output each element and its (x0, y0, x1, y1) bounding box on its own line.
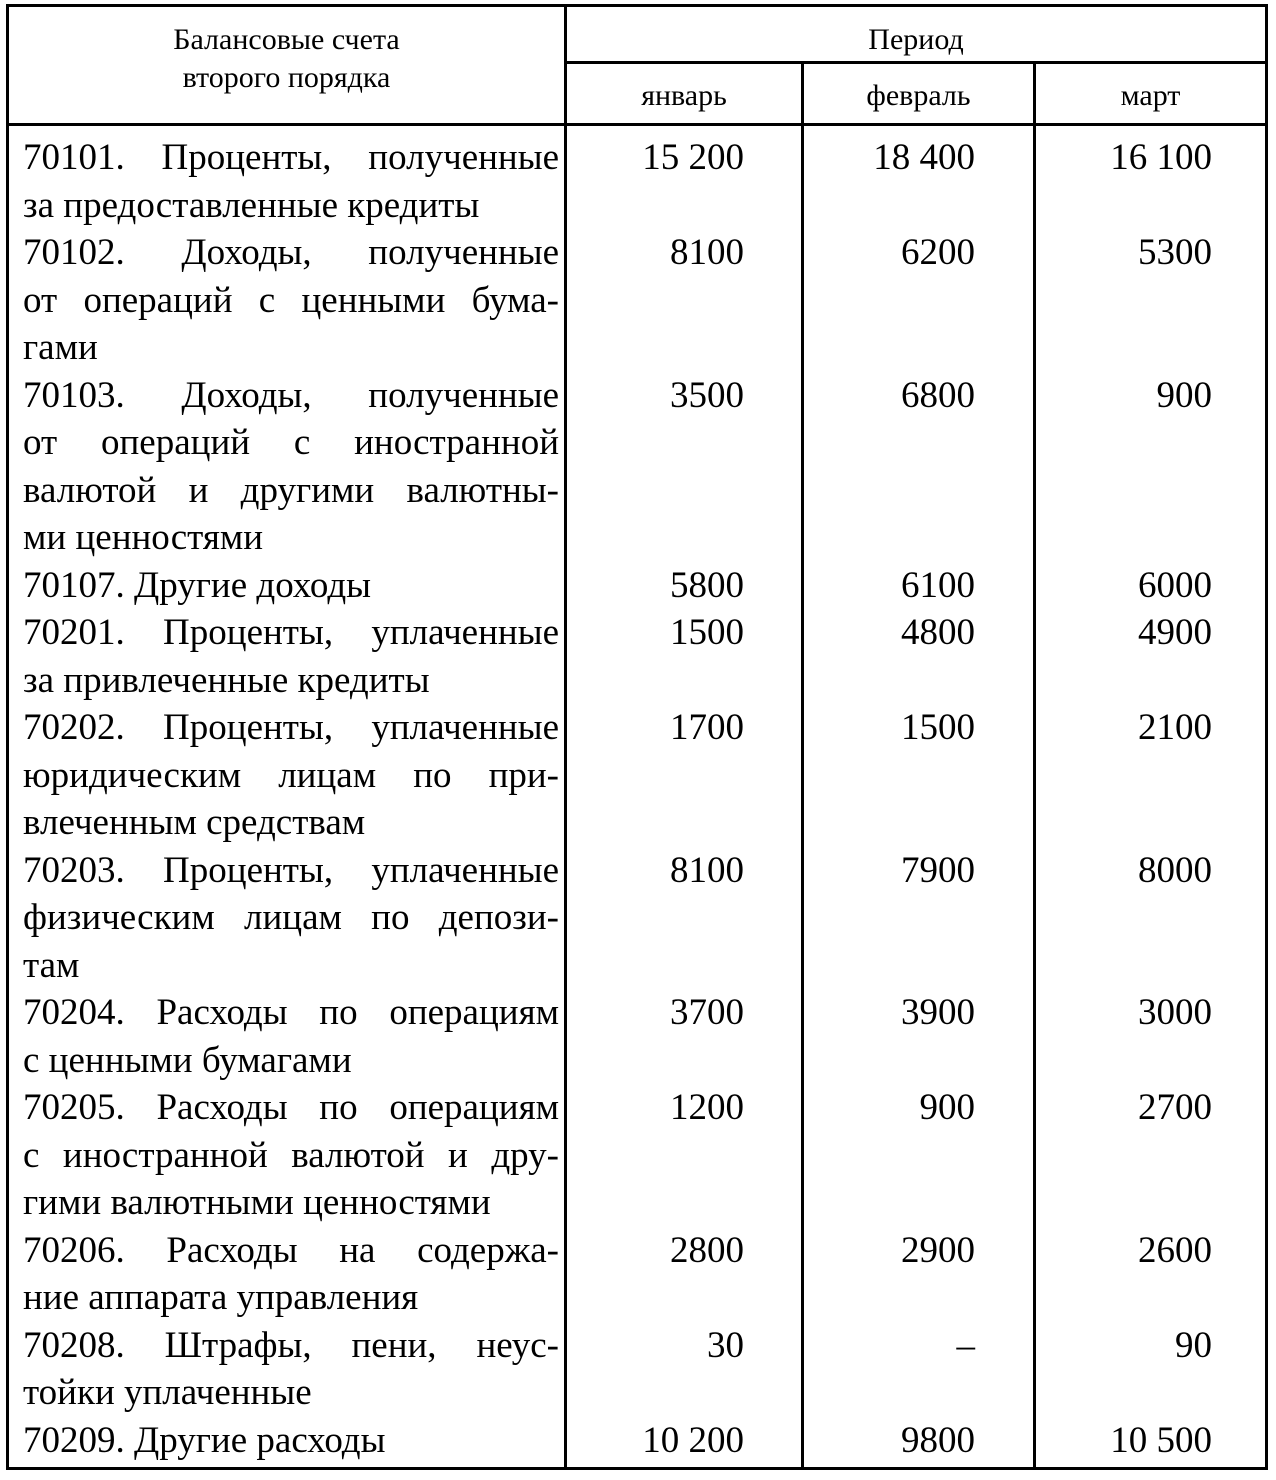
table-row (23, 229, 559, 372)
account-text-line: влеченным средствам (23, 802, 366, 843)
header-bottom-line (9, 123, 1265, 126)
value-feb: 2900 (901, 1229, 975, 1271)
value-mar: 6000 (1138, 564, 1212, 606)
balance-table (6, 4, 1268, 1470)
value-jan: 10 200 (642, 1419, 744, 1461)
account-text-line: ние аппарата управления (23, 1277, 419, 1318)
table-row (23, 1227, 559, 1322)
value-jan: 3700 (670, 992, 744, 1033)
value-mar: 8000 (1138, 849, 1212, 891)
value-mar: 3000 (1138, 992, 1212, 1033)
value-jan: 3500 (670, 374, 744, 416)
value-feb: 6800 (901, 374, 975, 416)
table-row (23, 134, 559, 229)
value-feb: 18 400 (873, 137, 975, 178)
value-feb: 6100 (901, 564, 975, 606)
value-mar: 4900 (1138, 612, 1212, 653)
value-jan: 1700 (670, 707, 744, 748)
account-text-line: 70204. Расходы по операциям (23, 992, 559, 1033)
account-text-line: тойки уплаченные (23, 1372, 312, 1413)
month-header-jan: январь (641, 79, 727, 112)
table-row (23, 847, 559, 990)
value-mar: 2600 (1138, 1229, 1212, 1271)
month-header-feb: февраль (866, 79, 971, 112)
account-text-line: 70206. Расходы на содержа- (23, 1229, 559, 1271)
account-text-line: от операций с иностранной (23, 422, 559, 463)
value-feb: 7900 (901, 849, 975, 891)
value-mar: 16 100 (1110, 137, 1212, 178)
value-jan: 5800 (670, 564, 744, 606)
accounts-header-line1: Балансовые счета (173, 23, 400, 56)
column-divider (801, 62, 804, 1467)
value-jan: 30 (707, 1324, 744, 1366)
column-divider (1033, 62, 1036, 1467)
value-jan: 8100 (670, 849, 744, 891)
value-mar: 2700 (1138, 1087, 1212, 1128)
account-text-line: от операций с ценными бума- (23, 279, 559, 321)
value-feb: 900 (919, 1087, 975, 1128)
account-text-line: с иностранной валютой и дру- (23, 1134, 559, 1176)
value-feb: 4800 (901, 612, 975, 653)
table-row (23, 989, 559, 1084)
accounts-header (9, 21, 564, 97)
account-text-line: там (23, 944, 80, 986)
account-text-line: гими валютными ценностями (23, 1182, 491, 1223)
account-text-line: юридическим лицам по при- (23, 754, 559, 796)
header-divider (564, 61, 1265, 64)
column-divider (564, 7, 567, 1467)
table-row (23, 1084, 559, 1227)
account-text-line: за привлеченные кредиты (23, 659, 430, 701)
value-jan: 1500 (670, 612, 744, 653)
account-text-line: 70208. Штрафы, пени, неус- (23, 1324, 559, 1366)
value-mar: 90 (1175, 1324, 1212, 1366)
account-text-line: 70201. Проценты, уплаченные (23, 612, 559, 653)
value-mar: 10 500 (1110, 1419, 1212, 1461)
table-row (23, 609, 559, 704)
account-text-line: с ценными бумагами (23, 1039, 352, 1081)
value-feb: 1500 (901, 707, 975, 748)
table-row (23, 562, 559, 610)
month-header-mar: март (1120, 79, 1181, 112)
value-feb: 3900 (901, 992, 975, 1033)
table-row (23, 1322, 559, 1417)
value-mar: 900 (1156, 374, 1212, 416)
account-text-line: 70102. Доходы, полученные (23, 232, 559, 273)
accounts-header-line2: второго порядка (182, 61, 391, 94)
account-text-line: валютой и другими валютны- (23, 469, 559, 511)
value-jan: 8100 (670, 232, 744, 273)
account-text-line: за предоставленные кредиты (23, 184, 480, 226)
account-text-line: ми ценностями (23, 517, 264, 558)
account-text-line: физическим лицам по депози- (23, 897, 559, 938)
period-header: Период (868, 23, 964, 56)
table-row (23, 704, 559, 847)
value-feb: 9800 (901, 1419, 975, 1461)
account-text-line: гами (23, 327, 98, 368)
account-text-line: 70107. Другие доходы (23, 564, 372, 606)
table-row (23, 372, 559, 562)
value-mar: 5300 (1138, 232, 1212, 273)
value-jan: 15 200 (642, 137, 744, 178)
account-text-line: 70103. Доходы, полученные (23, 374, 559, 416)
account-text-line: 70203. Проценты, уплаченные (23, 849, 559, 891)
account-text-line: 70101. Проценты, полученные (23, 137, 559, 178)
account-text-line: 70202. Проценты, уплаченные (23, 707, 559, 748)
value-jan: 1200 (670, 1087, 744, 1128)
value-jan: 2800 (670, 1229, 744, 1271)
account-text-line: 70209. Другие расходы (23, 1419, 386, 1461)
value-mar: 2100 (1138, 707, 1212, 748)
value-feb: – (956, 1324, 975, 1366)
value-feb: 6200 (901, 232, 975, 273)
table-row (23, 1417, 559, 1465)
account-text-line: 70205. Расходы по операциям (23, 1087, 559, 1128)
